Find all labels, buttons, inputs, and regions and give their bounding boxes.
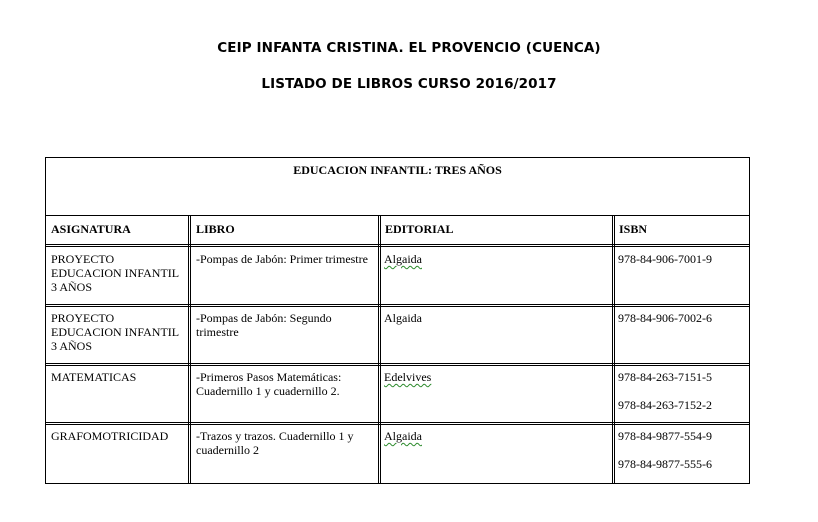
school-heading: CEIP INFANTA CRISTINA. EL PROVENCIO (CUENCA) bbox=[217, 40, 601, 56]
table-title-divider bbox=[46, 215, 749, 216]
column-divider bbox=[378, 215, 381, 483]
row1-publisher: Algaida bbox=[384, 252, 422, 266]
book-list-table bbox=[45, 157, 750, 484]
header-libro: LIBRO bbox=[196, 222, 235, 236]
row3-publisher: Edelvives bbox=[384, 370, 432, 384]
row4-publisher: Algaida bbox=[384, 429, 422, 443]
row-divider bbox=[46, 304, 749, 307]
row4-isbn-1: 978-84-9877-554-9 bbox=[618, 429, 712, 443]
header-divider bbox=[46, 244, 749, 247]
row-divider bbox=[46, 422, 749, 425]
row2-isbn: 978-84-906-7002-6 bbox=[618, 311, 712, 325]
column-divider bbox=[188, 215, 191, 483]
row1-isbn: 978-84-906-7001-9 bbox=[618, 252, 712, 266]
row3-isbn-2: 978-84-263-7152-2 bbox=[618, 398, 712, 412]
row4-book: -Trazos y trazos. Cuadernillo 1 y cuadernillo 2 bbox=[196, 429, 354, 457]
row1-subject: PROYECTO EDUCACION INFANTIL 3 AÑOS bbox=[51, 252, 179, 294]
row-divider bbox=[46, 363, 749, 366]
row3-subject: MATEMATICAS bbox=[51, 370, 137, 384]
row2-publisher: Algaida bbox=[384, 311, 422, 325]
row1-book: -Pompas de Jabón: Primer trimestre bbox=[196, 252, 368, 266]
header-editorial: EDITORIAL bbox=[385, 222, 454, 236]
row2-book: -Pompas de Jabón: Segundo trimestre bbox=[196, 311, 332, 339]
column-divider bbox=[612, 215, 615, 483]
row4-isbn-2: 978-84-9877-555-6 bbox=[618, 457, 712, 471]
row4-subject: GRAFOMOTRICIDAD bbox=[51, 429, 169, 443]
header-isbn: ISBN bbox=[619, 222, 648, 236]
row3-isbn-1: 978-84-263-7151-5 bbox=[618, 370, 712, 384]
row3-book: -Primeros Pasos Matemáticas: Cuadernillo 1 y cuadernillo 2. bbox=[196, 370, 342, 398]
header-asignatura: ASIGNATURA bbox=[51, 222, 131, 236]
list-heading: LISTADO DE LIBROS CURSO 2016/2017 bbox=[261, 76, 557, 92]
row2-subject: PROYECTO EDUCACION INFANTIL 3 AÑOS bbox=[51, 311, 179, 353]
table-title: EDUCACION INFANTIL: TRES AÑOS bbox=[293, 163, 502, 177]
